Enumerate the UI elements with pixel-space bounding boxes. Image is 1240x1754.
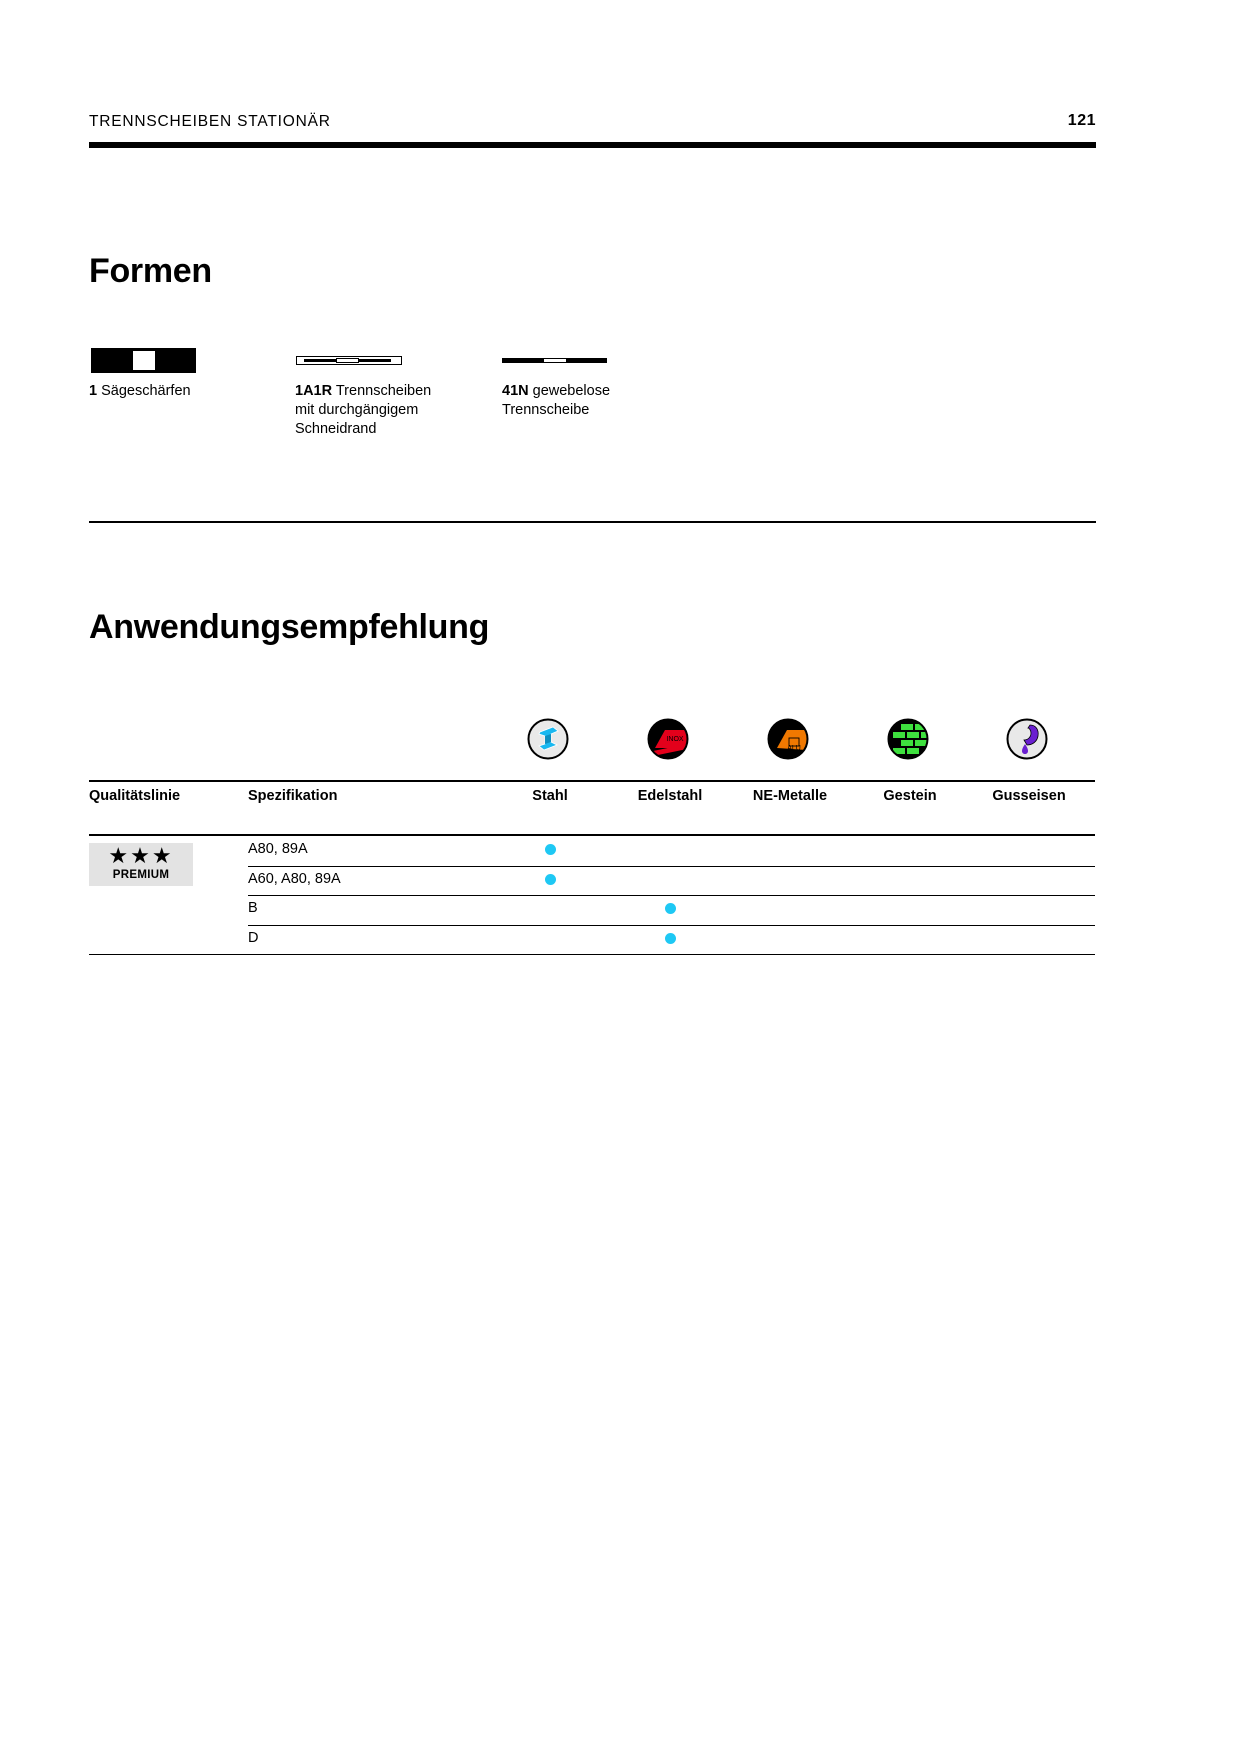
spec-cell: A60, A80, 89A xyxy=(248,870,341,887)
shape-code: 41N xyxy=(502,383,529,399)
table-header-rule xyxy=(89,834,1095,836)
spec-cell: D xyxy=(248,929,259,946)
shape-caption-41n xyxy=(502,382,662,420)
section-divider xyxy=(89,521,1096,523)
column-header-spec: Spezifikation xyxy=(248,788,338,804)
stone-icon xyxy=(887,718,929,760)
spec-cell: B xyxy=(248,900,258,916)
column-header-quality: Qualitätslinie xyxy=(89,788,181,804)
recommendation-dot xyxy=(545,844,556,855)
alu-icon xyxy=(767,718,809,760)
row-divider xyxy=(248,925,1095,926)
recommendation-dot xyxy=(665,933,676,944)
shape-desc: Sägeschärfen xyxy=(101,383,191,399)
recommendation-dot xyxy=(665,903,676,914)
cast-iron-icon xyxy=(1006,718,1048,760)
shape-desc: Trennscheiben xyxy=(335,383,432,399)
shape-code: 1A1R xyxy=(295,383,333,399)
row-divider xyxy=(248,866,1095,867)
column-header-gusseisen: Gusseisen xyxy=(992,788,1066,804)
shape-desc: gewebelose xyxy=(532,383,611,399)
column-header-gestein: Gestein xyxy=(883,788,937,804)
premium-badge xyxy=(89,843,193,886)
shape-desc: mit durchgängigem xyxy=(295,402,419,418)
shape-code: 1 xyxy=(89,383,98,399)
shape-1-icon xyxy=(91,348,196,373)
spec-cell: A80, 89A xyxy=(248,841,308,857)
column-header-stahl: Stahl xyxy=(532,788,568,804)
shape-desc: Trennscheibe xyxy=(502,402,590,418)
table-top-rule xyxy=(89,780,1095,782)
svg-text:ALU: ALU xyxy=(787,745,801,752)
shape-desc: Schneidrand xyxy=(295,421,377,437)
inox-icon xyxy=(647,718,689,760)
row-divider xyxy=(248,895,1095,896)
star-rating-icon: ★★★ xyxy=(108,843,174,868)
shape-41n-icon xyxy=(502,358,607,363)
column-header-edelstahl: Edelstahl xyxy=(637,788,703,804)
row-divider xyxy=(89,954,1095,955)
section-title-anwendung: Anwendungsempfehlung xyxy=(89,608,490,646)
steel-icon xyxy=(527,718,569,760)
recommendation-dot xyxy=(545,874,556,885)
header-rule xyxy=(89,142,1096,148)
svg-text:INOX: INOX xyxy=(666,736,684,743)
page-number: 121 xyxy=(1067,112,1096,129)
column-header-ne-metalle: NE-Metalle xyxy=(752,788,828,804)
quality-line-label: PREMIUM xyxy=(112,869,170,881)
shape-1a1r-icon xyxy=(296,356,402,365)
shape-caption-1a1r xyxy=(295,382,475,439)
running-head: TRENNSCHEIBEN STATIONÄR xyxy=(89,113,331,130)
section-title-formen: Formen xyxy=(89,252,212,290)
shape-caption-1 xyxy=(89,382,191,401)
